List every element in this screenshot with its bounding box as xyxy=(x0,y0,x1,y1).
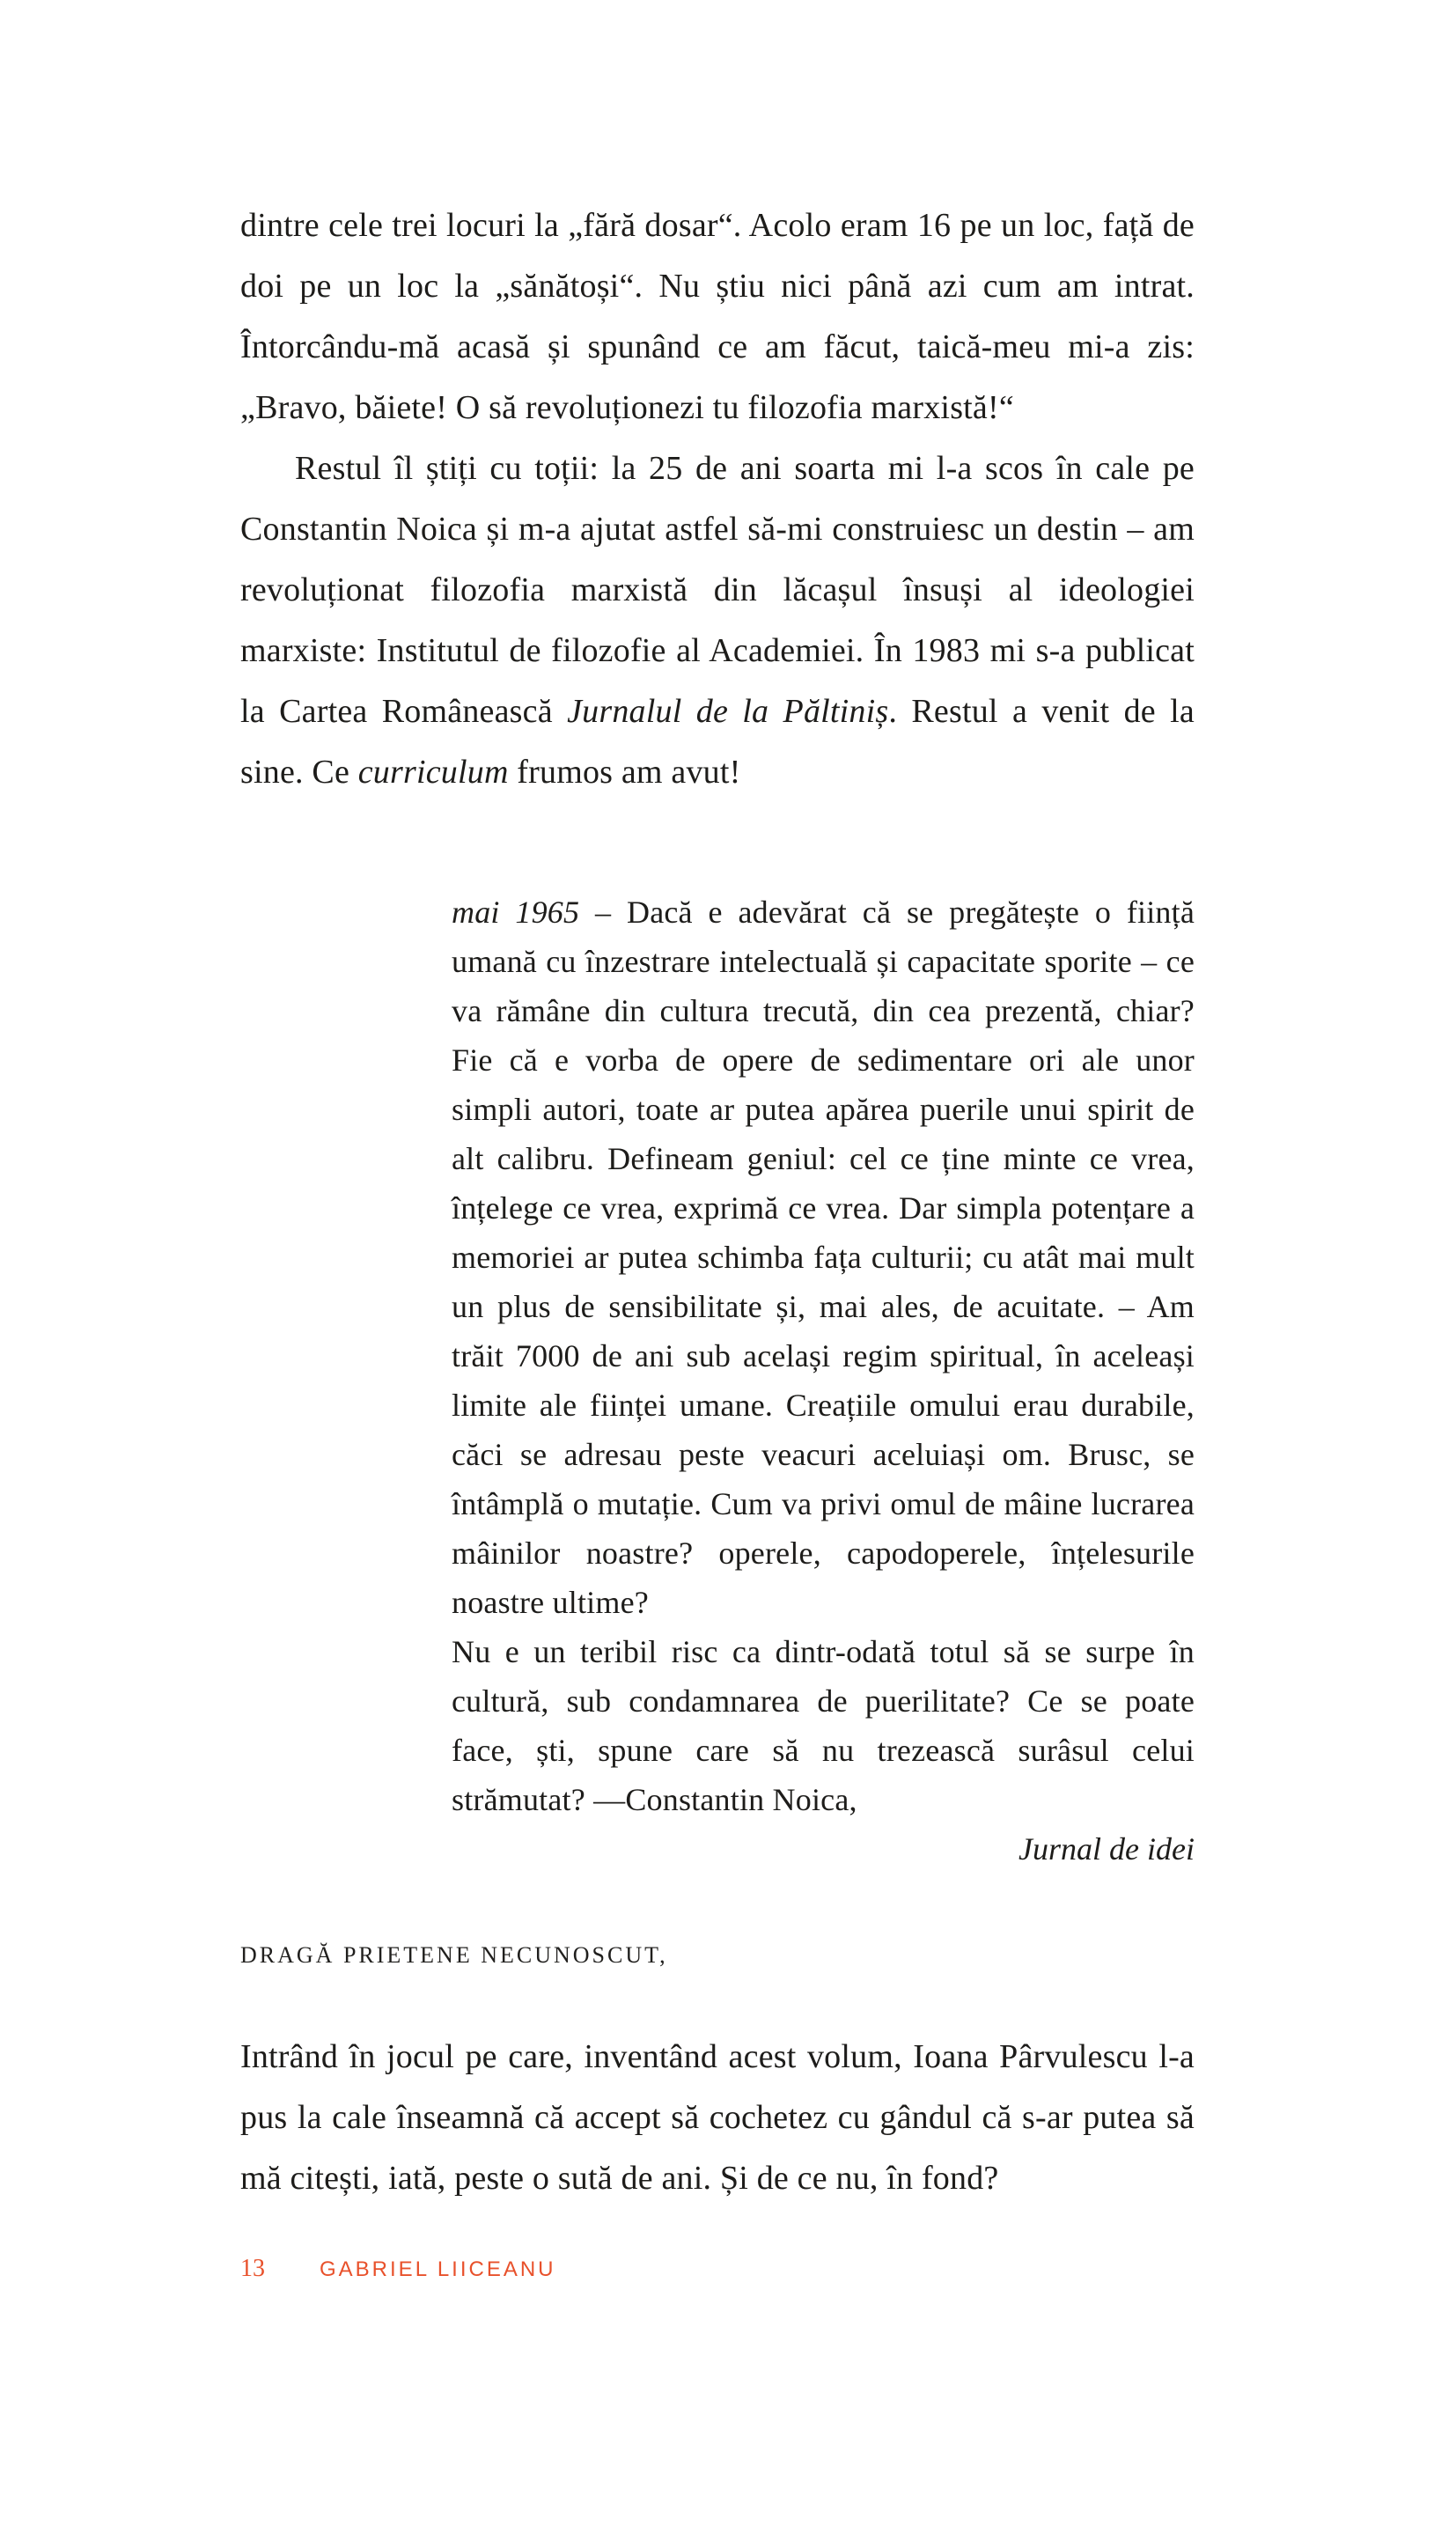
salutation-heading: DRAGĂ PRIETENE NECUNOSCUT, xyxy=(240,1942,668,1968)
quote-paragraph: mai 1965 – Dacă e adevărat că se pregătește o ființă umană cu înzestrare intelectuală și capacitate sporite – ce va rămâne din cultura trecută, din cea prezentă, chiar? Fie că e vorba de opere de sedimentare ori ale unor simpli autori, toate ar putea apărea puerile unui spirit de alt calibru. Defineam geniul: cel ce ține minte ce vrea, înțelege ce vrea, exprimă ce vrea. Dar simpla potențare a memoriei ar putea schimba fața culturii; cu atât mai mult un plus de sensibilitate și, mai ales, de acuitate. – Am trăit 7000 de ani sub același regim spiritual, în aceleași limite ale ființei umane. Creațiile omului erau durabile, căci se adresau peste veacuri aceluiași om. Brusc, se întâmplă o mutație. Cum va privi omul de mâine lucrarea mâinilor noastre? operele, capodoperele, înțelesurile noastre ultime? xyxy=(452,895,1195,1620)
page-footer xyxy=(240,2255,1195,2283)
running-footer-author: GABRIEL LIICEANU xyxy=(320,2257,556,2281)
quote-paragraph: Nu e un teribil risc ca dintr-odată totul să se surpe în cultură, sub condamnarea de puerilitate? Ce se poate face, ști, spune care să nu trezească surâsul celui strămutat? —Constantin Noica, xyxy=(452,1634,1195,1817)
closing-paragraph: Intrând în jocul pe care, inventând acest volum, Ioana Pârvulescu l-a pus la cale înseamnă că accept să cochetez cu gândul că s-ar putea să mă citești, iată, peste o sută de ani. Și de ce nu, în fond? xyxy=(240,2038,1195,2197)
block-quote xyxy=(452,887,1195,1874)
body-paragraph-continuation: dintre cele trei locuri la „fără dosar“. Acolo eram 16 pe un loc, față de doi pe un loc la „sănătoși“. Nu știu nici până azi cum am intrat. Întorcându-mă acasă și spunând ce am făcut, taică-meu mi-a zis: „Bravo, băiete! O să revoluționezi tu filozofia marxistă!“ xyxy=(240,207,1195,426)
quote-attribution: Jurnal de idei xyxy=(1018,1831,1195,1867)
page-number: 13 xyxy=(240,2255,265,2282)
body-paragraph: Restul îl știți cu toții: la 25 de ani soarta mi l-a scos în cale pe Constantin Noica și m-a ajutat astfel să-mi construiesc un destin – am revoluționat filozofia marxistă din lăcașul însuși al ideologiei marxiste: Institutul de filozofie al Academiei. În 1983 mi s-a publicat la Cartea Românească Jurnalul de la Păltiniș. Restul a venit de la sine. Ce curriculum frumos am avut! xyxy=(240,450,1195,791)
